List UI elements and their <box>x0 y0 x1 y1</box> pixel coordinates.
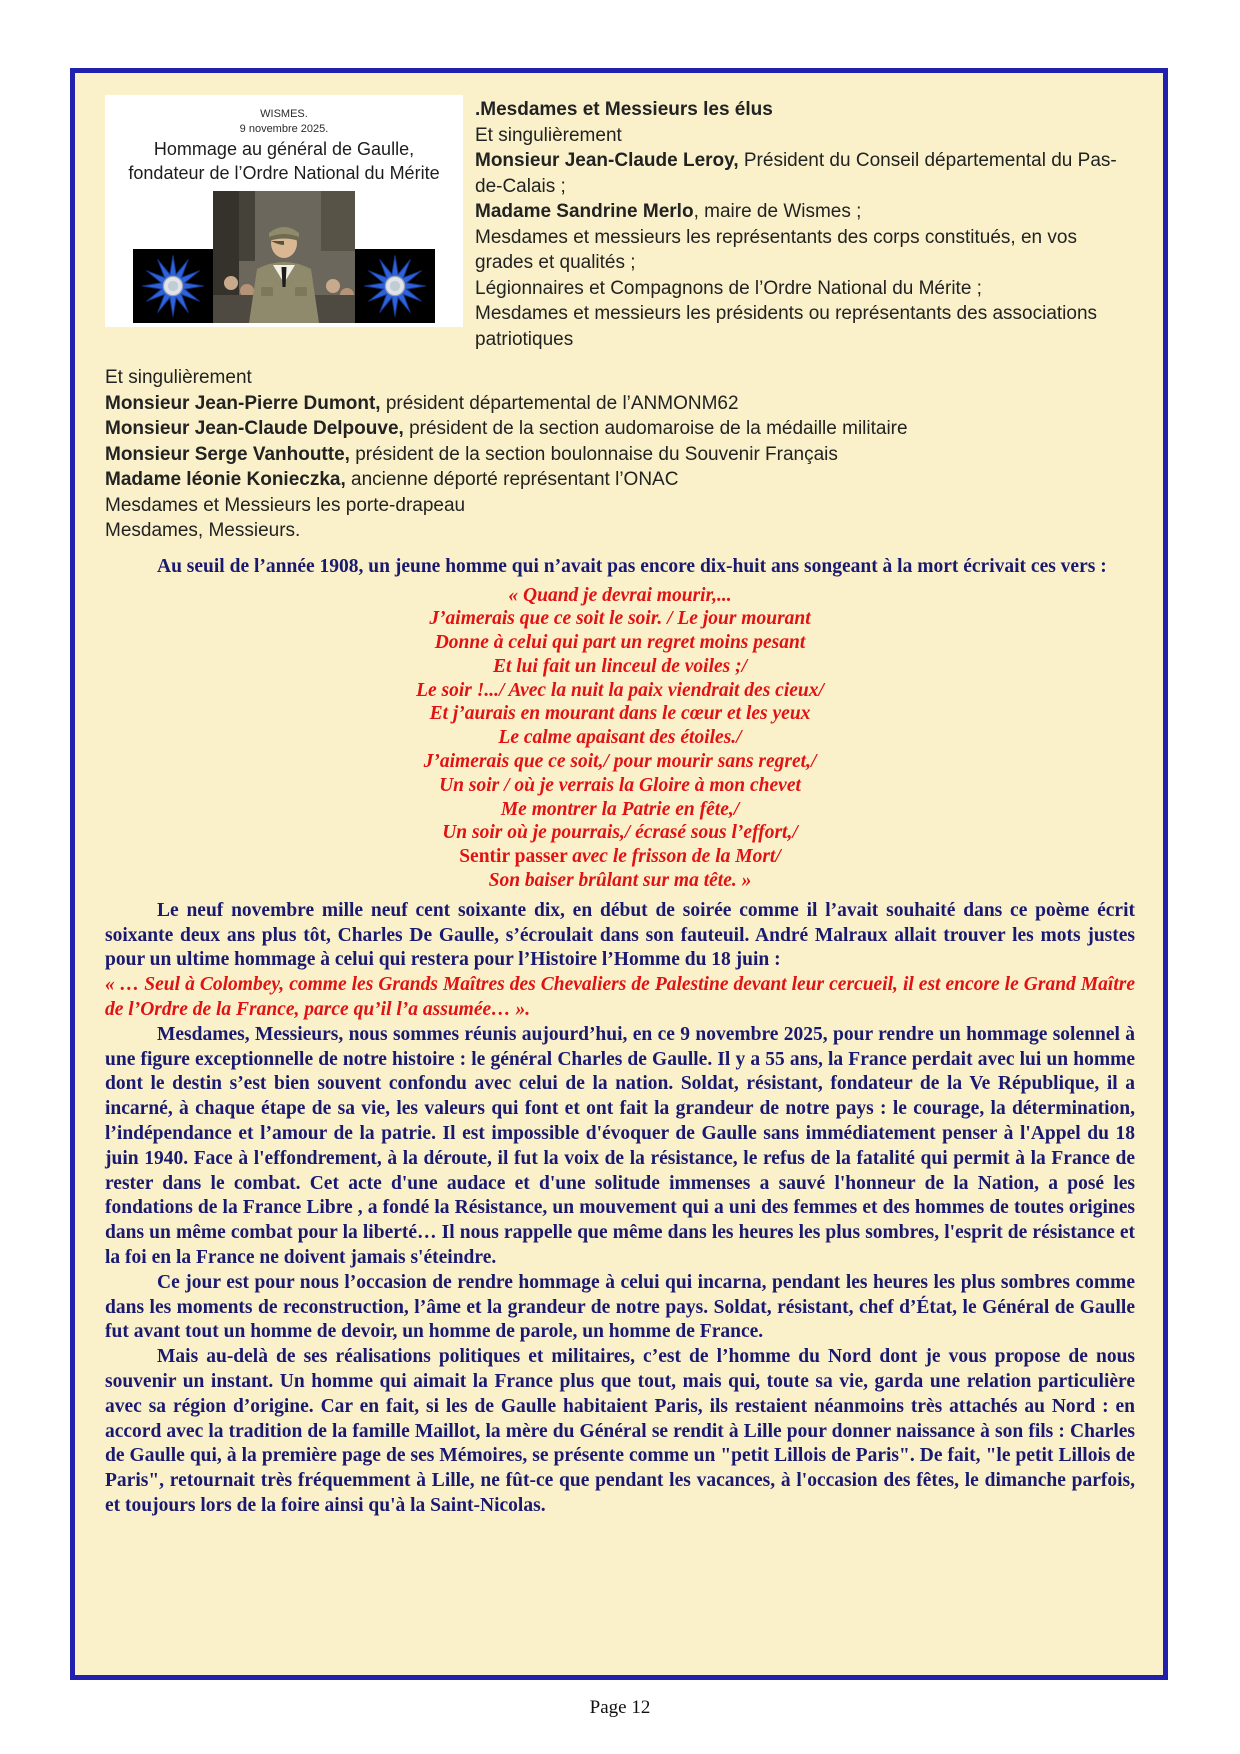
photo-row <box>111 191 457 323</box>
poem-text: Le soir !.../ Avec la nuit la paix viendrait des cieux/ <box>416 679 824 701</box>
page-frame <box>70 68 1168 1680</box>
poem-roman-segment: Sentir passer <box>459 846 573 868</box>
salutation-line <box>475 123 1135 149</box>
poem-text: avec le frisson de la Mort/ <box>572 846 781 868</box>
salutation-text: Mesdames et messieurs les représentants des corps constitués, en vos grades et qualités ; <box>475 226 1077 273</box>
poem-line <box>105 607 1135 631</box>
salutation-name: Monsieur Jean-Claude Delpouve, <box>105 418 404 439</box>
poem-text: J’aimerais que ce soit,/ pour mourir sans regret,/ <box>423 751 817 773</box>
salutation-text: président de la section audomaroise de la médaille militaire <box>403 418 908 439</box>
header-image-location: WISMES. <box>260 108 308 120</box>
header-image-title-line1: Hommage au général de Gaulle, <box>153 139 415 159</box>
salutation-name: Monsieur Jean-Pierre Dumont, <box>105 392 381 414</box>
poem-text: Un soir où je pourrais,/ écrasé sous l’effort,/ <box>442 822 798 844</box>
salutations-left <box>105 365 1135 544</box>
poem-line <box>105 679 1135 703</box>
poem-line <box>105 655 1135 679</box>
salutation-line <box>105 365 1135 391</box>
poem-line <box>105 584 1135 608</box>
poem-text: J’aimerais que ce soit le soir. / Le jour mourant <box>429 608 811 630</box>
salutation-line <box>475 148 1135 199</box>
poem-text: « Quand je devrai mourir,... <box>508 584 732 606</box>
salutation-line <box>105 467 1135 493</box>
salutation-text: , maire de Wismes ; <box>693 201 862 222</box>
paragraph-malraux-intro: Le neuf novembre mille neuf cent soixante dix, en début de soirée comme il l’avait souhaité dans ce poème écrit soixante deux ans plus tôt, Charles De Gaulle, s’écroulait dans son fauteuil. André Malraux allait trouver les mots justes pour un ultime hommage à celui qui restera pour l’Histoire l’Homme du 18 juin : <box>105 899 1135 971</box>
salutation-text: Et singulièrement <box>475 124 622 146</box>
de-gaulle-photo <box>213 191 355 323</box>
salutation-text: Mesdames et Messieurs les porte-drapeau <box>105 494 466 516</box>
poem <box>105 584 1135 893</box>
paragraph-hommage: Mesdames, Messieurs, nous sommes réunis aujourd’hui, en ce 9 novembre 2025, pour rendre un hommage solennel à une figure exceptionnelle de notre histoire : le général Charles de Gaulle. Il y a 55 ans, la France perdait avec lui un homme dont le destin s’est bien souvent confondu avec celui de la nation. Soldat, résistant, fondateur de la Ve République, il a incarné, à chaque étape de sa vie, les valeurs qui font et ont fait la grandeur de notre pays : le courage, la détermination, l’indépendance et l’amour de la patrie. Il est impossible d'évoquer de Gaulle sans immédiatement penser à l'Appel du 18 juin 1940. Face à l'effondrement, à la déroute, il fut la voix de la résistance, le refus de la fatalité qui permit à la France de rester dans le combat. Cet acte d'une audace et d'une solitude immenses a sauvé l'honneur de la Nation, a posé les fondations de la France Libre , a fondé la Résistance, un mouvement qui a uni des femmes et des hommes de toutes origines dans un même combat pour la liberté… Il nous rappelle que même dans les heures les plus sombres, l'esprit de résistance et la foi en la France ne doivent jamais s'éteindre. <box>105 1023 1135 1269</box>
paragraph-homme-du-nord: Mais au-delà de ses réalisations politiques et militaires, c’est de l’homme du Nord dont je vous propose de nous souvenir un instant. Un homme qui aimait la France plus que tout, mais qui, toute sa vie, garda une relation particulière avec sa région d’origine. Car en fait, si les de Gaulle habitaient Paris, ils restaient néanmoins très attachés au Nord : en accord avec la tradition de la famille Maillot, la mère du Général se rendit à Lille pour donner naissance à son fils : Charles de Gaulle qui, à la première page de ses Mémoires, se présente comme un "petit Lillois de Paris". De fait, "le petit Lillois de Paris", retournait très fréquemment à Lille, ne fût-ce que pendant les vacances, à l'occasion des fêtes, le dimanche parfois, et toujours lors de la foire ainsi qu'à la Saint-Nicolas. <box>105 1346 1135 1516</box>
poem-line <box>105 726 1135 750</box>
salutation-text: Mesdames et messieurs les présidents ou représentants des associations patriotiques <box>475 303 1098 350</box>
poem-line <box>105 774 1135 798</box>
poem-text: Et j’aurais en mourant dans le cœur et les yeux <box>429 703 811 725</box>
salutations-right <box>475 95 1135 352</box>
poem-line <box>105 798 1135 822</box>
poem-line <box>105 750 1135 774</box>
salutation-text: ancienne déporté représentant l’ONAC <box>345 469 679 490</box>
salutation-line <box>475 97 1135 123</box>
header-image <box>105 95 463 327</box>
top-row <box>105 95 1135 352</box>
salutation-line <box>475 301 1135 352</box>
salutation-text: président de la section boulonnaise du Souvenir Français <box>349 443 838 465</box>
page-number: Page 12 <box>589 1697 651 1718</box>
salutation-text: Mesdames, Messieurs. <box>105 520 301 541</box>
poem-text: Le calme apaisant des étoiles./ <box>498 727 742 749</box>
salutation-text: président départemental de l’ANMONM62 <box>380 392 739 414</box>
poem-text: Et lui fait un linceul de voiles ;/ <box>492 655 748 677</box>
salutation-name: Monsieur Jean-Claude Leroy, <box>475 150 739 171</box>
paragraph-ce-jour: Ce jour est pour nous l’occasion de rendre hommage à celui qui incarna, pendant les heures les plus sombres comme dans les moments de reconstruction, l’âme et la grandeur de notre pays. Soldat, résistant, chef d’État, le Général de Gaulle fut avant tout un homme de devoir, un homme de parole, un homme de France. <box>105 1271 1135 1343</box>
salutation-line <box>105 391 1135 417</box>
salutation-line <box>105 442 1135 468</box>
salutation-name: Monsieur Serge Vanhoutte, <box>105 443 350 465</box>
poem-line <box>105 702 1135 726</box>
salutation-name: .Mesdames et Messieurs les élus <box>475 99 773 120</box>
salutation-name: Madame Sandrine Merlo <box>475 201 694 222</box>
salutation-text: Président du Conseil départemental du Pas-de-Calais ; <box>475 150 1117 197</box>
intro-paragraph: Au seuil de l’année 1908, un jeune homme qui n’avait pas encore dix-huit ans songeant à la mort écrivait ces vers : <box>157 555 1107 577</box>
salutation-line <box>475 199 1135 225</box>
salutation-text: Légionnaires et Compagnons de l’Ordre National du Mérite ; <box>475 277 982 299</box>
poem-line <box>105 869 1135 893</box>
salutation-line <box>475 276 1135 302</box>
salutation-line <box>105 518 1135 544</box>
merite-star-icon <box>355 249 435 323</box>
poem-text: Me montrer la Patrie en fête,/ <box>500 798 740 820</box>
poem-line <box>105 821 1135 845</box>
header-image-date: 9 novembre 2025. <box>239 123 329 135</box>
merite-star-icon <box>133 249 213 323</box>
salutation-line <box>475 225 1135 276</box>
body-paragraphs <box>105 899 1135 1519</box>
malraux-quote: « … Seul à Colombey, comme les Grands Maîtres des Chevaliers de Palestine devant leur cercueil, il est encore le Grand Maître de l’Ordre de la France, parce qu’il l’a assumée… ». <box>105 974 1135 1021</box>
poem-text: Donne à celui qui part un regret moins pesant <box>434 632 806 654</box>
header-image-title-line2: fondateur de l’Ordre National du Mérite <box>128 163 440 183</box>
salutation-name: Madame léonie Konieczka, <box>105 469 346 490</box>
salutation-line <box>105 493 1135 519</box>
salutation-text: Et singulièrement <box>105 367 252 388</box>
poem-line <box>105 845 1135 869</box>
salutation-line <box>105 416 1135 442</box>
poem-line <box>105 631 1135 655</box>
poem-text: Son baiser brûlant sur ma tête. » <box>488 870 752 892</box>
poem-text: Un soir / où je verrais la Gloire à mon chevet <box>439 774 801 796</box>
